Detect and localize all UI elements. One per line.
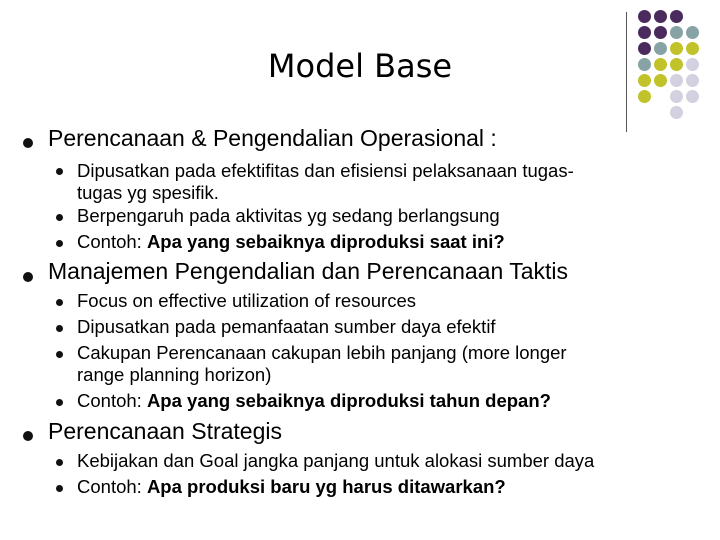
section-heading-1: Perencanaan & Pengendalian Operasional : [48,125,497,151]
decor-dot [670,106,683,119]
sub-bullet-icon [56,459,63,466]
decor-divider-line [626,12,627,132]
bullet-icon [23,431,33,441]
list-item: Focus on effective utilization of resources [77,290,416,311]
sub-bullet-icon [56,299,63,306]
section-heading-3: Perencanaan Strategis [48,418,282,444]
list-item: Dipusatkan pada pemanfaatan sumber daya efektif [77,316,496,337]
decor-dot [638,10,651,23]
list-item [77,160,697,204]
decor-dot [670,90,683,103]
bullet-icon [23,272,33,282]
decor-dot-grid [638,10,718,120]
sub-bullet-icon [56,485,63,492]
sub-bullet-icon [56,399,63,406]
list-item [77,476,697,498]
item-prefix: Contoh: [77,231,147,252]
decor-dot [638,74,651,87]
sub-bullet-icon [56,168,63,175]
decor-dot [654,10,667,23]
decor-dot [686,58,699,71]
slide-title: Model Base [267,47,453,85]
list-item: Berpengaruh pada aktivitas yg sedang berlangsung [77,205,500,226]
item-prefix: Contoh: [77,476,147,497]
decor-dot [670,42,683,55]
decor-dot [654,74,667,87]
section-heading-2: Manajemen Pengendalian dan Perencanaan Taktis [48,258,569,284]
decor-dot [670,58,683,71]
item-bold-question: Apa produksi baru yg harus ditawarkan? [146,476,506,497]
item-line: Dipusatkan pada efektifitas dan efisiensi pelaksanaan tugas- [77,160,574,181]
decor-dot [638,42,651,55]
decor-dot [638,90,651,103]
list-item [77,390,697,412]
decor-dot [670,74,683,87]
decor-dot [670,26,683,39]
item-bold-question: Apa yang sebaiknya diproduksi tahun depan? [146,390,551,411]
item-line: tugas yg spesifik. [77,182,219,203]
decor-dot [638,26,651,39]
item-prefix: Contoh: [77,390,147,411]
item-line: range planning horizon) [77,364,272,385]
decor-dot [686,26,699,39]
bullet-icon [23,138,33,148]
decor-dot [686,74,699,87]
sub-bullet-icon [56,240,63,247]
decor-dot [686,42,699,55]
list-item: Kebijakan dan Goal jangka panjang untuk alokasi sumber daya [77,450,595,471]
sub-bullet-icon [56,351,63,358]
list-item [77,231,697,253]
item-line: Cakupan Perencanaan cakupan lebih panjang (more longer [77,342,567,363]
list-item [77,342,697,386]
sub-bullet-icon [56,325,63,332]
decor-dot [654,26,667,39]
sub-bullet-icon [56,214,63,221]
decor-dot [670,10,683,23]
item-bold-question: Apa yang sebaiknya diproduksi saat ini? [146,231,505,252]
decor-dot [686,90,699,103]
decor-dot [654,58,667,71]
decor-dot [638,58,651,71]
decor-dot [654,42,667,55]
